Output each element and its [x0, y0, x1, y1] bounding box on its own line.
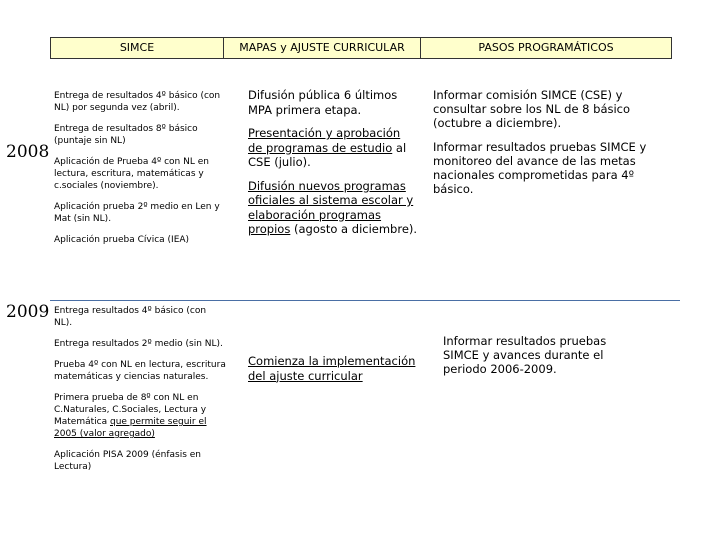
simce-item: Entrega de resultados 8º básico (puntaje sin NL): [54, 124, 198, 146]
pasos-item: Informar comisión SIMCE (CSE) y consultar sobre los NL de 8 básico (octubre a diciembre).: [433, 88, 631, 130]
simce-2008-list: [54, 90, 226, 255]
header-simce: SIMCE: [119, 41, 155, 54]
mapas-item-rest: (agosto a diciembre).: [290, 222, 418, 236]
simce-item: Entrega resultados 2º medio (sin NL).: [54, 339, 223, 349]
mapas-item-underlined: Difusión nuevos programas oficiales al sistema escolar y elaboración programas propios: [248, 178, 414, 236]
simce-item-underlined: que permite seguir el 2005 (valor agregado): [54, 417, 207, 439]
pasos-item: Informar resultados pruebas SIMCE y avances durante el periodo 2006-2009.: [443, 334, 607, 376]
simce-item: Entrega resultados 4º básico (con NL).: [54, 306, 207, 328]
mapas-item: Difusión pública 6 últimos MPA primera etapa.: [248, 88, 398, 117]
simce-item: Aplicación PISA 2009 (énfasis en Lectura): [54, 450, 202, 472]
simce-item: Aplicación prueba 2º medio en Len y Mat (sin NL).: [54, 202, 220, 224]
year-label-2008: 2008: [6, 142, 50, 162]
simce-item: Aplicación prueba Cívica (IEA): [54, 235, 190, 245]
mapas-2008-list: [248, 88, 418, 246]
row-separator: [50, 300, 680, 301]
simce-item: Aplicación de Prueba 4º con NL en lectura, escritura, matemáticas y c.sociales (noviembre).: [54, 157, 209, 191]
mapas-item-rest: al CSE (julio).: [248, 140, 407, 169]
mapas-item-underlined: Comienza la implementación del ajuste curricular: [248, 354, 416, 383]
pasos-item: Informar resultados pruebas SIMCE y monitoreo del avance de las metas nacionales comprometidas para 4º básico.: [433, 140, 647, 196]
header-bar: [50, 37, 672, 59]
year-label-2009: 2009: [6, 302, 50, 322]
mapas-item: [248, 179, 418, 237]
simce-item-plain: Primera prueba de 8º con NL en C.Naturales, C.Sociales, Lectura y Matemática: [54, 393, 207, 427]
simce-2009-list: [54, 305, 226, 482]
mapas-item: [248, 126, 418, 170]
simce-item: [54, 392, 226, 440]
pasos-2009-list: [443, 334, 643, 386]
mapas-2009-list: [248, 354, 418, 392]
header-mapas: MAPAS y AJUSTE CURRICULAR: [239, 41, 405, 54]
pasos-2008-list: [433, 88, 669, 206]
header-pasos: PASOS PROGRAMÁTICOS: [478, 41, 614, 54]
mapas-item: [248, 354, 418, 383]
simce-item: Entrega de resultados 4º básico (con NL) por segunda vez (abril).: [54, 91, 221, 113]
simce-item: Prueba 4º con NL en lectura, escritura matemáticas y ciencias naturales.: [54, 360, 226, 382]
mapas-item-underlined: Presentación y aprobación de programas de estudio: [248, 126, 401, 155]
